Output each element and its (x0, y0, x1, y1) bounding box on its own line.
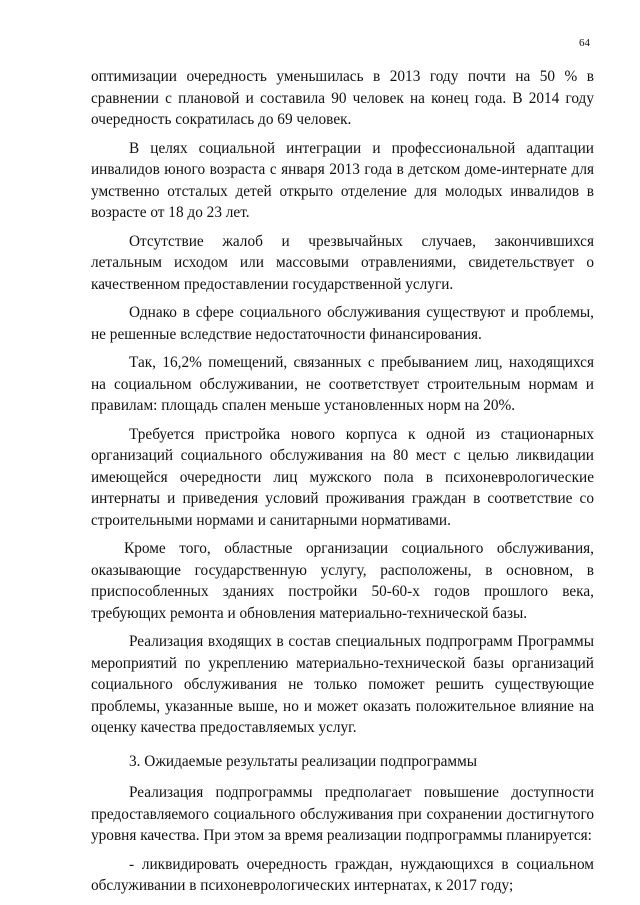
paragraph-no-complaints: Отсутствие жалоб и чрезвычайных случаев, закончившихся летальным исходом или массовыми отравлениями, свидетельствует о качественном предоставлении государственной услуги. (91, 232, 594, 293)
paragraph-problems: Однако в сфере социального обслуживания существуют и проблемы, не решенные вследствие недостаточности финансирования. (91, 304, 594, 343)
list-item-eliminate-queue: - ликвидировать очередность граждан, нуждающихся в социальном обслуживании в психоневрологических интернатах, к 2017 году; (91, 855, 594, 894)
page-number: 64 (579, 37, 590, 49)
paragraph-new-building: Требуется пристройка нового корпуса к одной из стационарных организаций социального обслуживания на 80 мест с целью ликвидации имеющейся очередности лиц мужского пола в психоневрологические интернаты и приведения условий проживания граждан в соответствие со строительными нормами и санитарными нормативами. (91, 425, 594, 529)
paragraph-implementation: Реализация входящих в состав специальных подпрограмм Программы мероприятий по укреплению материально-технической базы организаций социального обслуживания не только поможет решить существующие проблемы, указанные выше, но и может оказать положительное влияние на оценку качества предоставляемых услуг. (91, 633, 594, 736)
paragraph-continuation: оптимизации очередность уменьшилась в 2013 году почти на 50 % в сравнении с плановой и составила 90 человек на конец года. В 2014 году очередность сократилась до 69 человек. (91, 68, 594, 128)
paragraph-expected-results: Реализация подпрограммы предполагает повышение доступности предоставляемого социального обслуживания при сохранении достигнутого уровня качества. При этом за время реализации подпрограммы планируется: (91, 784, 594, 844)
paragraph-premises-norms: Так, 16,2% помещений, связанных с пребыванием лиц, находящихся на социальном обслуживании, не соответствует строительным нормам и правилам: площадь спален меньше установленных норм на 20%. (91, 354, 594, 414)
section-heading: 3. Ожидаемые результаты реализации подпрограммы (129, 752, 478, 770)
document-body (91, 66, 594, 904)
paragraph-adapted-buildings: Кроме того, областные организации социального обслуживания, оказывающие государственную услугу, расположены, в основном, в приспособленных зданиях постройки 50-60-х годов прошлого века, требующих ремонта и обновления материально-технической базы. (91, 540, 594, 622)
paragraph-social-integration: В целях социальной интеграции и профессиональной адаптации инвалидов юного возраста с января 2013 года в детском доме-интернате для умственно отсталых детей открыто отделение для молодых инвалидов в возрасте от 18 до 23 лет. (91, 139, 594, 221)
